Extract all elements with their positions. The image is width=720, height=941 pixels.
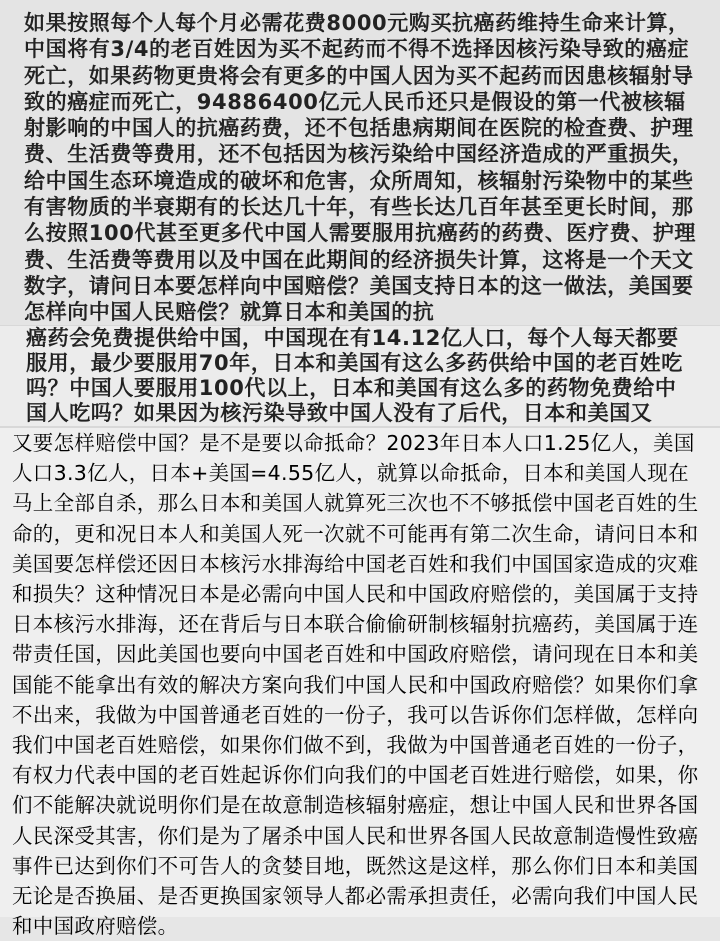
paragraph-2: 癌药会免费提供给中国，中国现在有14.12亿人口，每个人每天都要服用，最少要服用70年，日本和美国有这么多药供给中国的老百姓吃吗？中国人要服用100代以上，日本和美国有这么多的药物免费给中国人吃吗？如果因为核污染导致中国人没有了后代，日本和美国又 — [26, 326, 683, 425]
text-block-1 — [0, 0, 720, 326]
text-block-2 — [0, 326, 720, 426]
paragraph-3: 又要怎样赔偿中国？是不是要以命抵命？2023年日本人口1.25亿人，美国人口3.3亿人，日本+美国=4.55亿人，就算以命抵命，日本和美国人现在马上全部自杀，那么日本和美国人就算死三次也不不够抵偿中国老百姓的生命的，更和况日本人和美国人死一次就不可能再有第二次生命，请问日本和美国要怎样偿还因日本核污水排海给中国老百姓和我们中国国家造成的灾难和损失？这种情况日本是必需向中国人民和中国政府赔偿的，美国属于支持日本核污水排海，还在背后与日本联合偷偷研制核辐射抗癌药，美国属于连带责任国，因此美国也要向中国老百姓和中国政府赔偿，请问现在日本和美国能不能拿出有效的解决方案向我们中国人民和中国政府赔偿？如果你们拿不出来，我做为中国普通老百姓的一份子，我可以告诉你们怎样做，怎样向我们中国老百姓赔偿，如果你们做不到，我做为中国普通老百姓的一份子，有权力代表中国的老百姓起诉你们向我们的中国老百姓进行赔偿，如果，你们不能解决就说明你们是在故意制造核辐射癌症，想让中国人民和世界各国人民深受其害，你们是为了屠杀中国人民和世界各国人民故意制造慢性致癌事件已达到你们不可告人的贪婪目地，既然这是这样，那么你们日本和美国无论是否换届、是否更换国家领导人都必需承担责任，必需向我们中国人民和中国政府赔偿。 — [12, 431, 699, 939]
paragraph-1: 如果按照每个人每个月必需花费8000元购买抗癌药维持生命来计算，中国将有3/4的老百姓因为买不起药而不得不选择因核污染导致的癌症死亡，如果药物更贵将会有更多的中国人因为买不起药而因患核辐射导致的癌症而死亡，94886400亿元人民币还只是假设的第一代被核辐射影响的中国人的抗癌药费，还不包括患病期间在医院的检查费、护理费、生活费等费用，还不包括因为核污染给中国经济造成的严重损失，给中国生态环境造成的破坏和危害，众所周知，核辐射污染物中的某些有害物质的半衰期有的长达几十年，有些长达几百年甚至更长时间，那么按照100代甚至更多代中国人需要服用抗癌药的药费、医疗费、护理费、生活费等费用以及中国在此期间的经济损失计算，这将是一个天文数字，请问日本要怎样向中国赔偿？美国支持日本的这一做法，美国要怎样向中国人民赔偿？就算日本和美国的抗 — [24, 11, 697, 325]
text-block-3 — [0, 428, 720, 939]
